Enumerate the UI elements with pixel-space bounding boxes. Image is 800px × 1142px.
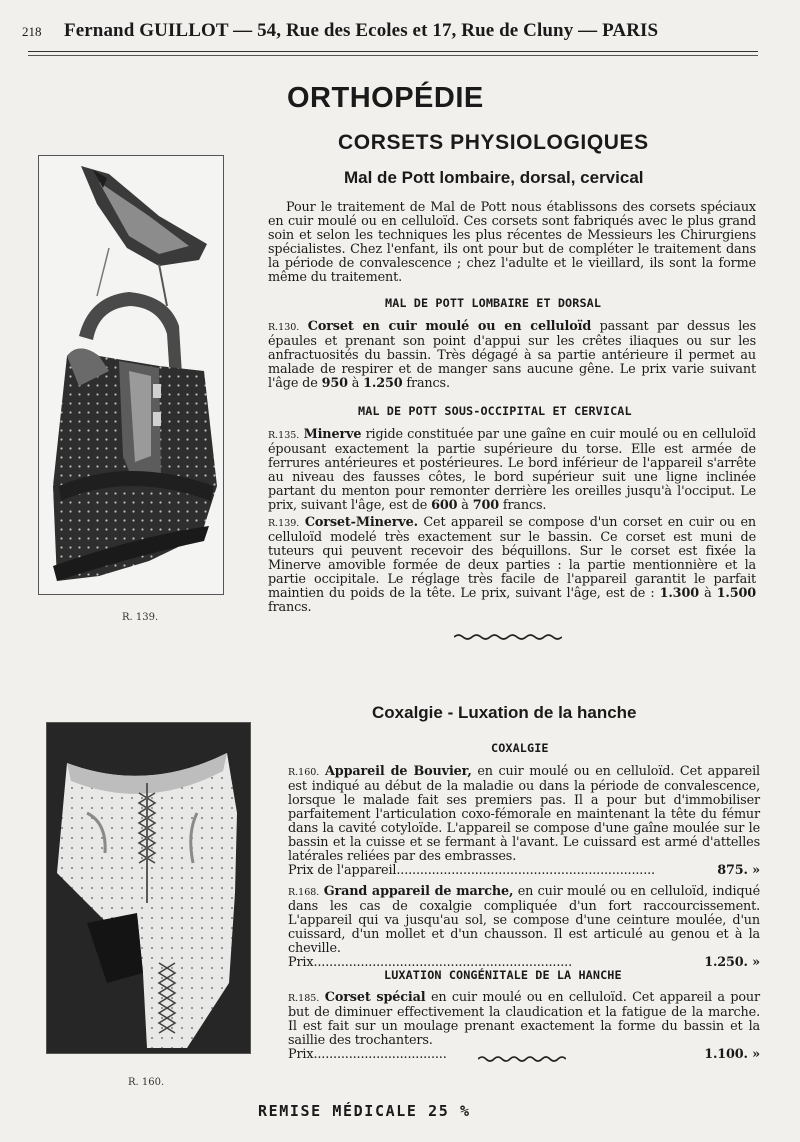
ornament-divider: [454, 633, 562, 641]
figure-corset-minerve: [38, 155, 224, 595]
r185-text: en cuir moulé ou en celluloïd. Cet appareil a pour but de diminuer effectivement la claudication et la fatigue de la marche. Il est fait sur un moulage prenant exactement la forme du bassin et la saillie des trochanters.: [288, 990, 760, 1048]
r185-dots: ..................................: [313, 1048, 447, 1062]
ref-r185: R.185.: [288, 993, 320, 1004]
product-r160: [288, 765, 760, 878]
r135-text: rigide constituée par une gaîne en cuir moulé ou en celluloïd épousant exactement la partie supérieure du torse. Elle est armée de ferrures antérieures et postérieures. Le bord inférieur de l'appareil s'arrête au niveau des fausses côtes, le bord supérieur suit une ligne inclinée partant du menton pour remonter derrière les oreilles jusqu'à l'occiput. Le prix, suivant l'âge, est de: [268, 427, 756, 513]
r139-mid: à: [698, 586, 717, 601]
coxalgie-title: Coxalgie - Luxation de la hanche: [372, 703, 637, 722]
heading-mal-lombaire: MAL DE POTT LOMBAIRE ET DORSAL: [385, 296, 602, 310]
r135-mid: à: [457, 498, 473, 513]
product-r139: [268, 516, 756, 615]
intro-paragraph: Pour le traitement de Mal de Pott nous établissons des corsets spéciaux en cuir moulé ou en celluloïd. Ces corsets sont fabriqués avec le plus grand soin et selon les techniques les plus récentes de Messieurs les Chirurgiens spécialistes. Chez l'enfant, ils ont pour but de compléter le traitement dans la période de convalescence ; chez l'adulte et le vieillard, ils sont la forme même du traitement.: [268, 200, 756, 285]
heading-mal-cervical: MAL DE POTT SOUS-OCCIPITAL ET CERVICAL: [358, 404, 632, 418]
appareil-bouvier-illustration: [47, 723, 251, 1054]
r185-price: 1.100. »: [704, 1048, 760, 1062]
r168-text: en cuir moulé ou en celluloïd, indiqué dans les cas de coxalgie compliquée d'un fort raccourcissement. L'appareil qui va jusqu'au sol, se compose d'une ceinture moulée, d'un cuissard, d'un mollet et d'un chausson. Il est articulé au genou et à la cheville.: [288, 884, 760, 956]
r135-price-to: 700: [472, 498, 499, 513]
page-header: [22, 20, 762, 50]
subsection-title: Mal de Pott lombaire, dorsal, cervical: [344, 168, 644, 187]
r139-price-from: 1.300: [659, 586, 699, 601]
ref-r135: R.135.: [268, 430, 300, 441]
main-title: ORTHOPÉDIE: [287, 82, 484, 114]
figure-caption-r160: R. 160.: [128, 1077, 165, 1088]
r130-mid: à: [347, 376, 364, 391]
r139-tail: francs.: [268, 600, 312, 615]
figure-caption-r139: R. 139.: [122, 612, 159, 623]
ref-r160: R.160.: [288, 767, 320, 778]
r168-dots: ..................................................................: [313, 956, 573, 970]
ref-r168: R.168.: [288, 887, 320, 898]
r135-tail: francs.: [498, 498, 547, 513]
r130-price-from: 950: [321, 376, 348, 391]
r168-lead: Grand appareil de marche,: [323, 884, 514, 899]
r168-price-label: Prix: [288, 956, 314, 970]
product-r185: [288, 991, 760, 1062]
r160-text: en cuir moulé ou en celluloïd. Cet appareil est indiqué au début de la maladie ou dans la période de convalescence, lorsque le malade fait ses premiers pas. Il a pour but d'immobiliser parfaitement l'articulation coxo-fémorale en maintenant la tête du fémur dans la cavité cotyloïde. L'appareil se compose d'une gaîne moulée sur le bassin et la cuisse et se fermant à l'avant. Le cuissard est armé d'attelles latérales reliées par des embrasses.: [288, 764, 760, 864]
r139-price-to: 1.500: [716, 586, 756, 601]
ref-r139: R.139.: [268, 518, 300, 529]
r160-price-label: Prix de l'appareil: [288, 864, 397, 878]
r139-text: Cet appareil se compose d'un corset en cuir ou en celluloïd modelé très exactement sur le bassin. Ce corset est muni de tuteurs qui peuvent recevoir des béquillons. Sur le corset est fixée la Minerve amovible formée de deux parties : la partie mentionnière et la partie occipitale. Le réglage très facile de l'appareil garantit le parfait maintien du poids de la tête. Le prix, suivant l'âge, est de :: [268, 515, 757, 601]
ornament-divider-bottom: [478, 1055, 566, 1063]
section-title: CORSETS PHYSIOLOGIQUES: [338, 131, 649, 154]
heading-luxation: LUXATION CONGÉNITALE DE LA HANCHE: [384, 968, 622, 982]
running-head: Fernand GUILLOT — 54, Rue des Ecoles et 17, Rue de Cluny — PARIS: [64, 20, 659, 41]
r135-lead: Minerve: [303, 427, 362, 442]
r130-tail: francs.: [402, 376, 450, 391]
r130-text: passant par dessus les épaules et prenant son point d'appui sur les crêtes iliaques ou sur les anfractuosités du bassin. Très dégagé à sa partie antérieure il permet au malade de respirer et de manger sans aucune gêne. Le prix varie suivant l'âge de: [268, 319, 757, 391]
r160-lead: Appareil de Bouvier,: [325, 764, 472, 779]
r160-price-line: [288, 864, 760, 878]
r135-price-from: 600: [431, 498, 458, 513]
r130-lead: Corset en cuir moulé ou en celluloïd: [307, 319, 592, 334]
product-r168: [288, 885, 760, 970]
product-r135: [268, 428, 756, 513]
r185-price-label: Prix: [288, 1048, 314, 1062]
r160-price: 875. »: [717, 864, 760, 878]
r160-dots: ..................................................................: [396, 864, 655, 878]
r168-price: 1.250. »: [704, 956, 760, 970]
header-rule: [28, 51, 758, 52]
r185-lead: Corset spécial: [324, 990, 426, 1005]
ref-r130: R.130.: [268, 322, 300, 333]
corset-minerve-illustration: [39, 156, 224, 595]
footer-discount: REMISE MÉDICALE 25 %: [258, 1102, 471, 1120]
heading-coxalgie: COXALGIE: [491, 741, 549, 755]
page-number: 218: [22, 24, 42, 39]
header-rule-secondary: [28, 55, 758, 56]
product-r130: [268, 320, 756, 391]
figure-appareil-bouvier: [46, 722, 251, 1054]
r139-lead: Corset-Minerve.: [304, 515, 418, 530]
r130-price-to: 1.250: [363, 376, 403, 391]
